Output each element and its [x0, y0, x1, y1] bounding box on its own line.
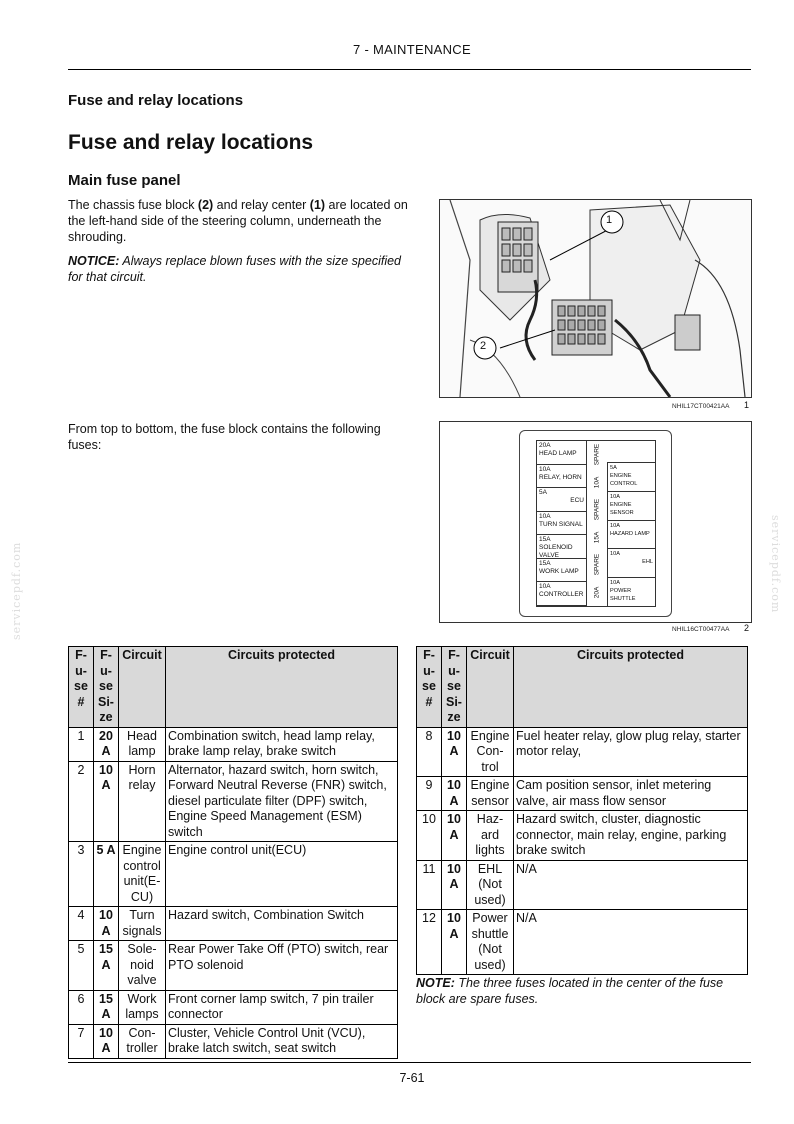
fuse-amp: 10A	[610, 522, 620, 529]
fuse-slot	[537, 488, 587, 512]
callout-2-label: 2	[480, 340, 487, 352]
table-row	[417, 811, 748, 861]
col-header-circuit: Circuit	[119, 647, 166, 728]
spare-fuse-slot	[588, 551, 606, 579]
fuse-label: SOLENOID VALVE	[539, 544, 573, 560]
circuit-name: Work lamps	[119, 990, 166, 1024]
header-rule	[68, 69, 751, 70]
fuse-size: 10 A	[442, 811, 467, 861]
circuit-name: Con-troller	[119, 1024, 166, 1058]
fuse-number: 2	[69, 761, 94, 842]
circuit-name: Haz-ard lights	[467, 811, 514, 861]
table-row	[69, 761, 398, 842]
fuse-slot	[537, 535, 587, 559]
fuse-amp: 5A	[539, 489, 547, 497]
circuits-protected: N/A	[514, 910, 748, 975]
page-header-section: 7 - MAINTENANCE	[353, 42, 471, 57]
fuse-label: EHL	[642, 559, 653, 566]
figure2-number: 2	[744, 623, 750, 633]
fuse-slot	[537, 441, 587, 465]
spare-fuse-label: SPARE	[593, 553, 601, 576]
fuse-number: 1	[69, 727, 94, 761]
section-title: Fuse and relay locations	[68, 131, 314, 154]
circuit-name: Turn signals	[119, 907, 166, 941]
fuse-number: 5	[69, 941, 94, 991]
section-title-small: Fuse and relay locations	[68, 92, 244, 109]
callout-ref-2: (2)	[197, 198, 214, 212]
fuse-table-right	[416, 646, 748, 975]
fuse-number: 9	[417, 777, 442, 811]
fuse-slot	[607, 520, 655, 549]
spare-fuse-note	[416, 975, 752, 1007]
fuse-label: ENGINE CONTROL	[610, 473, 638, 488]
circuits-protected: Front corner lamp switch, 7 pin trailer connector	[166, 990, 398, 1024]
spare-fuse-label: 10A	[593, 476, 601, 489]
fuse-amp: 5A	[610, 465, 617, 472]
fuse-label: ECU	[570, 497, 584, 505]
table-row	[417, 910, 748, 975]
fuse-size: 10 A	[94, 907, 119, 941]
fuse-slot	[537, 465, 587, 489]
fuse-size: 10 A	[442, 860, 467, 910]
note-label: NOTE:	[416, 976, 455, 990]
spare-fuse-label: 20A	[593, 586, 601, 599]
fuse-size: 15 A	[94, 990, 119, 1024]
fuse-number: 4	[69, 907, 94, 941]
fuse-number: 10	[417, 811, 442, 861]
fuse-amp: 10A	[610, 580, 620, 587]
fuse-slot	[537, 559, 587, 583]
figure-fuse-location-illustration	[439, 199, 752, 398]
fuse-number: 6	[69, 990, 94, 1024]
page-number: 7-61	[399, 1071, 425, 1085]
fuse-size: 10 A	[94, 761, 119, 842]
intro-text: and relay center	[213, 198, 310, 212]
fuse-number: 8	[417, 727, 442, 777]
circuits-protected: Alternator, hazard switch, horn switch, Forward Neutral Reverse (FNR) switch, diesel particulate filter (DPF) switch, Engine Speed Management (ESM) switch	[166, 761, 398, 842]
fuse-size: 20 A	[94, 727, 119, 761]
fuse-slot	[537, 512, 587, 536]
spare-fuse-slot	[588, 524, 606, 552]
table-row	[69, 1024, 398, 1058]
fuse-number: 7	[69, 1024, 94, 1058]
figure1-number: 1	[744, 400, 750, 410]
fuse-size: 10 A	[442, 727, 467, 777]
circuits-protected: Rear Power Take Off (PTO) switch, rear PTO solenoid	[166, 941, 398, 991]
fuse-label: HAZARD LAMP	[610, 530, 650, 537]
spare-fuse-slot	[588, 496, 606, 524]
col-header-fuse: F-u-se #	[69, 647, 94, 728]
table-row	[69, 727, 398, 761]
intro-text: are located on the left-hand side of the steering column, underneath the shrouding.	[68, 198, 408, 244]
fuse-block-grid	[536, 440, 656, 607]
circuits-protected: Cam position sensor, inlet metering valve, air mass flow sensor	[514, 777, 748, 811]
figure1-code: NHIL17CT00421AA	[672, 403, 730, 410]
fuse-size: 15 A	[94, 941, 119, 991]
col-header-size: F-u-se Si-ze	[442, 647, 467, 728]
fuse-label: ENGINE SENSOR	[610, 501, 634, 516]
col-header-protected: Circuits protected	[166, 647, 398, 728]
col-header-size: F-u-se Si-ze	[94, 647, 119, 728]
fuse-label: POWER SHUTTLE	[610, 588, 636, 603]
fuse-label: HEAD LAMP	[539, 450, 577, 457]
circuit-name: Sole-noid valve	[119, 941, 166, 991]
circuits-protected: Fuel heater relay, glow plug relay, starter motor relay,	[514, 727, 748, 777]
circuits-protected: Cluster, Vehicle Control Unit (VCU), brake latch switch, seat switch	[166, 1024, 398, 1058]
table-row	[417, 777, 748, 811]
fuse-intro-paragraph: From top to bottom, the fuse block contains the following fuses:	[68, 422, 381, 452]
fuse-slot	[607, 577, 655, 606]
fuse-slot	[607, 548, 655, 577]
fuse-number: 3	[69, 842, 94, 907]
spare-fuse-slot	[588, 579, 606, 607]
notice-label: NOTICE:	[68, 254, 120, 268]
fuse-label: RELAY, HORN	[539, 473, 582, 481]
fuse-amp: 10A	[539, 583, 551, 591]
table-row	[417, 860, 748, 910]
table-row	[69, 941, 398, 991]
intro-text: The chassis fuse block	[68, 198, 198, 212]
col-header-fuse: F-u-se #	[417, 647, 442, 728]
circuits-protected: Engine control unit(ECU)	[166, 842, 398, 907]
callout-1-label: 1	[606, 214, 613, 226]
fuse-label: TURN SIGNAL	[539, 520, 583, 528]
notice-paragraph	[68, 253, 408, 285]
fuse-slot	[607, 491, 655, 520]
fuse-location-drawing	[440, 200, 751, 397]
circuit-name: Engine Con-trol	[467, 727, 514, 777]
spare-fuse-label: 15A	[593, 531, 601, 544]
fuse-amp: 10A	[610, 551, 620, 558]
circuits-protected: Hazard switch, cluster, diagnostic connector, main relay, engine, parking brake switch	[514, 811, 748, 861]
fuse-label: CONTROLLER	[539, 591, 584, 599]
circuits-protected: Hazard switch, Combination Switch	[166, 907, 398, 941]
fuse-table-left	[68, 646, 398, 1059]
callout-ref-1: (1)	[309, 198, 326, 212]
notice-text: Always replace blown fuses with the size specified for that circuit.	[68, 254, 402, 284]
circuit-name: Engine control unit(E-CU)	[119, 842, 166, 907]
fuse-size: 10 A	[94, 1024, 119, 1058]
table-row	[69, 842, 398, 907]
fuse-amp: 20A	[539, 442, 551, 449]
table-row	[69, 907, 398, 941]
fuse-amp: 15A	[539, 559, 551, 567]
fuse-amp: 15A	[539, 536, 551, 544]
table-row	[69, 990, 398, 1024]
spare-fuse-label: SPARE	[593, 498, 601, 521]
fuse-amp: 10A	[610, 493, 620, 500]
circuits-protected: Combination switch, head lamp relay, brake lamp relay, brake switch	[166, 727, 398, 761]
fuse-label: WORK LAMP	[539, 567, 579, 575]
spare-fuse-slot	[588, 469, 606, 497]
circuit-name: Power shuttle (Not used)	[467, 910, 514, 975]
subsection-title: Main fuse panel	[68, 172, 181, 189]
fuse-number: 11	[417, 860, 442, 910]
figure-fuse-block-diagram	[439, 421, 752, 623]
table-row	[417, 727, 748, 777]
fuse-slot	[607, 462, 655, 491]
watermark-right: servicepdf.com	[769, 515, 782, 614]
watermark-left: servicepdf.com	[10, 541, 23, 640]
fuse-amp: 10A	[539, 512, 551, 520]
figure2-code: NHIL16CT00477AA	[672, 626, 730, 633]
fuse-number: 12	[417, 910, 442, 975]
circuit-name: Head lamp	[119, 727, 166, 761]
note-text: The three fuses located in the center of the fuse block are spare fuses.	[416, 976, 724, 1006]
col-header-circuit: Circuit	[467, 647, 514, 728]
footer-rule	[68, 1062, 751, 1063]
circuits-protected: N/A	[514, 860, 748, 910]
spare-fuse-slot	[588, 441, 606, 469]
spare-fuse-label: SPARE	[593, 443, 601, 466]
fuse-size: 10 A	[442, 910, 467, 975]
fuse-size: 10 A	[442, 777, 467, 811]
fuse-amp: 10A	[539, 465, 551, 473]
col-header-protected: Circuits protected	[514, 647, 748, 728]
circuit-name: Engine sensor	[467, 777, 514, 811]
fuse-slot	[537, 582, 587, 606]
circuit-name: EHL (Not used)	[467, 860, 514, 910]
circuit-name: Horn relay	[119, 761, 166, 842]
intro-paragraph	[68, 197, 408, 245]
fuse-size: 5 A	[94, 842, 119, 907]
